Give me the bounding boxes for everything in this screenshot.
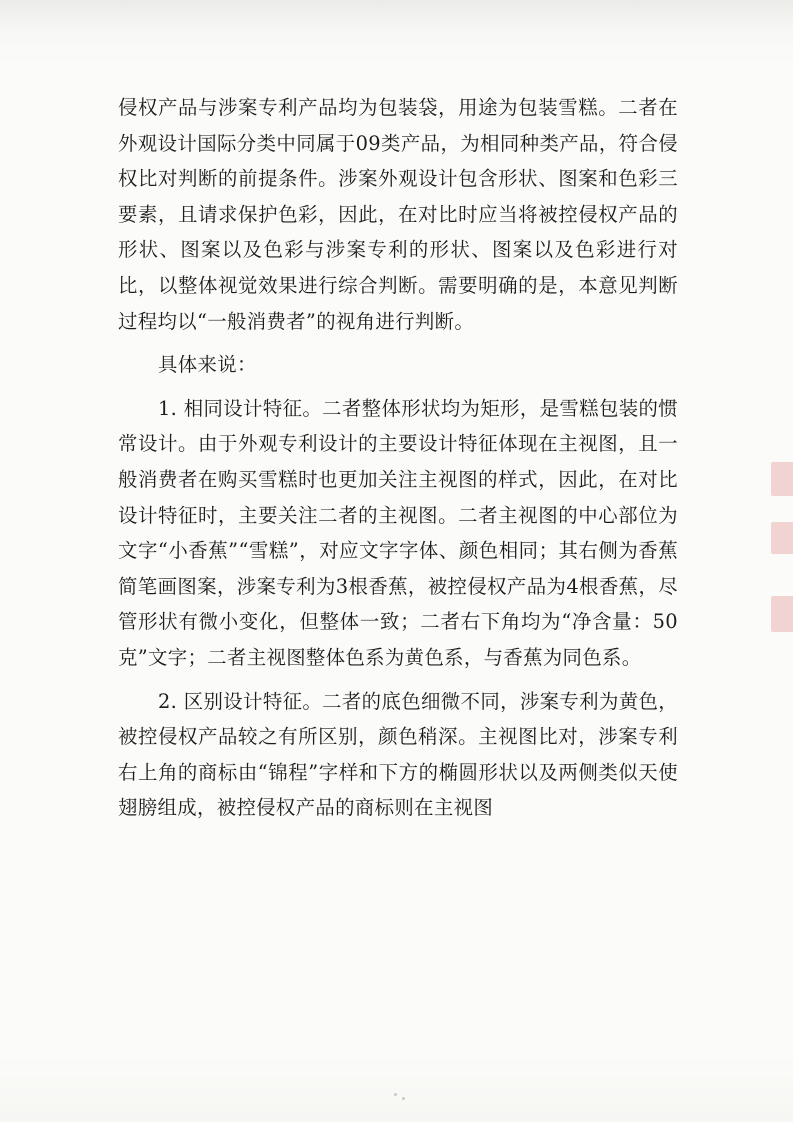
paragraph-specifically: 具体来说： (158, 353, 257, 377)
red-seal-edge-mark (771, 522, 793, 554)
document-body (118, 90, 678, 826)
paragraph-same-features: 1. 相同设计特征。二者整体形状均为矩形，是雪糕包装的惯常设计。由于外观专利设计的主要设计特征体现在主视图，且一般消费者在购买雪糕时也更加关注主视图的样式，因此，在对比设计特征时，主要关注二者的主视图。二者主视图的中心部位为文字“小香蕉”“雪糕”，对应文字字体、颜色相同；其右侧为香蕉简笔画图案，涉案专利为3根香蕉，被控侵权产品为4根香蕉，尽管形状有微小变化，但整体一致；二者右下角均为“净含量：50克”文字；二者主视图整体色系为黄色系，与香蕉为同色系。 (118, 396, 678, 669)
scan-speck (394, 1093, 397, 1096)
red-seal-edge-mark (771, 596, 793, 632)
red-seal-edge-mark (771, 462, 793, 496)
scan-shadow (0, 0, 793, 50)
scan-speck (402, 1097, 405, 1100)
paragraph-comparison-premise: 侵权产品与涉案专利产品均为包装袋，用途为包装雪糕。二者在外观设计国际分类中同属于09类产品，为相同种类产品，符合侵权比对判断的前提条件。涉案外观设计包含形状、图案和色彩三要素，且请求保护色彩，因此，在对比时应当将被控侵权产品的形状、图案以及色彩与涉案专利的形状、图案以及色彩进行对比，以整体视觉效果进行综合判断。需要明确的是，本意见判断过程均以“一般消费者”的视角进行判断。 (118, 96, 678, 333)
paragraph-different-features: 2. 区别设计特征。二者的底色细微不同，涉案专利为黄色，被控侵权产品较之有所区别，颜色稍深。主视图比对，涉案专利右上角的商标由“锦程”字样和下方的椭圆形状以及两侧类似天使翅膀组成，被控侵权产品的商标则在主视图 (118, 689, 678, 820)
